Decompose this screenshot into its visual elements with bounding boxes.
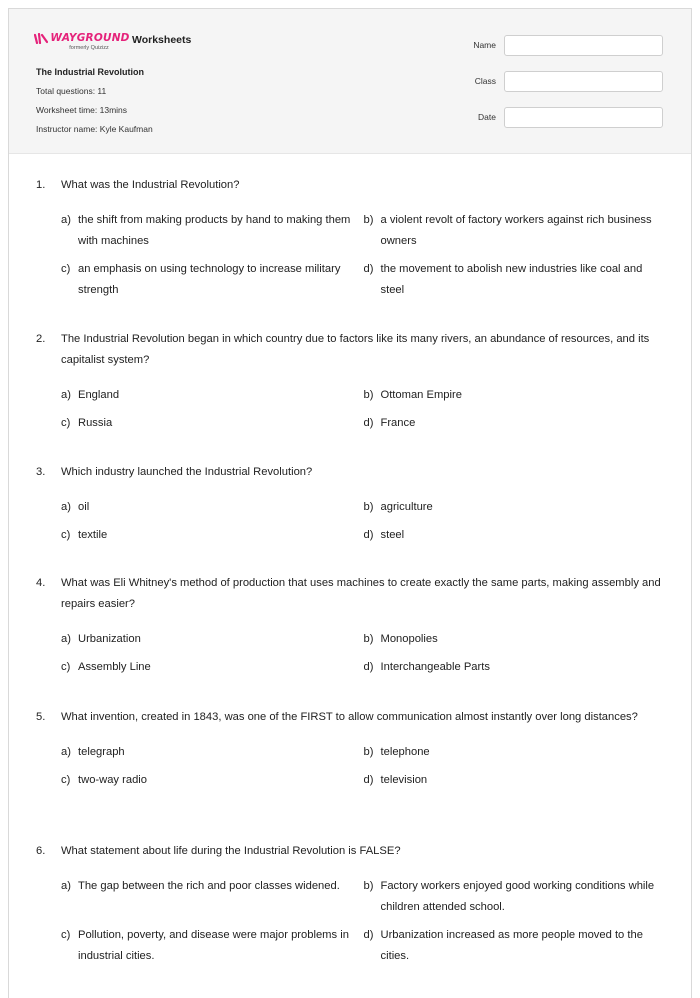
- class-field-row: [473, 70, 663, 92]
- option-d: d) television: [363, 774, 428, 786]
- option-d: d) Urbanization increased as more people moved to the cities.: [363, 929, 643, 962]
- option-b: b) a violent revolt of factory workers against rich business owners: [363, 214, 652, 247]
- instructor-name: Instructor name: Kyle Kaufman: [36, 124, 153, 134]
- question-text: The Industrial Revolution began in which country due to factors like its many rivers, an abundance of resources, and its capitalist system?: [61, 333, 650, 366]
- option-a: a) the shift from making products by hand to making them with machines: [61, 214, 351, 247]
- answer-options: [61, 210, 666, 301]
- question-3: [36, 466, 666, 546]
- worksheet-header: [9, 9, 691, 154]
- option-c: c) two-way radio: [61, 774, 148, 786]
- option-b: b) telephone: [363, 746, 430, 758]
- question-number: 6.: [36, 845, 46, 857]
- logo-text: WAYGROUND: [50, 32, 130, 44]
- brand: [36, 32, 191, 51]
- option-b: b) agriculture: [363, 501, 433, 513]
- option-b: b) Ottoman Empire: [363, 389, 462, 401]
- answer-options: [61, 385, 666, 434]
- worksheet-time: Worksheet time: 13mins: [36, 105, 128, 115]
- name-field-row: [473, 34, 663, 56]
- question-6: [36, 845, 666, 967]
- answer-options: [61, 497, 666, 546]
- option-a: a) telegraph: [61, 746, 125, 758]
- question-text: What statement about life during the Industrial Revolution is FALSE?: [61, 845, 401, 857]
- question-text: What was Eli Whitney's method of production that uses machines to create exactly the same parts, making assembly and repairs easier?: [61, 577, 661, 610]
- question-number: 3.: [36, 466, 46, 478]
- student-fields: [473, 34, 663, 142]
- worksheet-info: [36, 67, 153, 134]
- option-a: a) The gap between the rich and poor classes widened.: [61, 880, 340, 892]
- total-questions: Total questions: 11: [36, 86, 107, 96]
- option-c: c) Russia: [61, 417, 113, 429]
- logo-subtext: formerly Quizizz: [69, 45, 109, 51]
- class-field[interactable]: [504, 71, 663, 92]
- answer-options: [61, 629, 666, 678]
- name-label: Name: [473, 40, 496, 50]
- worksheet-title: The Industrial Revolution: [36, 67, 145, 77]
- option-b: b) Factory workers enjoyed good working conditions while children attended school.: [363, 880, 655, 913]
- option-d: d) the movement to abolish new industries like coal and steel: [363, 263, 643, 296]
- question-text: Which industry launched the Industrial Revolution?: [61, 466, 313, 478]
- date-field[interactable]: [504, 107, 663, 128]
- question-number: 2.: [36, 333, 46, 345]
- question-1: [36, 179, 666, 301]
- wayground-logo: [36, 32, 128, 51]
- name-field[interactable]: [504, 35, 663, 56]
- option-b: b) Monopolies: [363, 633, 438, 645]
- answer-options: [61, 742, 666, 791]
- question-5: [36, 711, 666, 791]
- question-number: 1.: [36, 179, 46, 191]
- option-d: d) France: [363, 417, 416, 429]
- option-d: d) steel: [363, 529, 405, 541]
- class-label: Class: [474, 76, 496, 86]
- option-a: a) England: [61, 389, 120, 401]
- question-2: [36, 333, 666, 434]
- worksheet-page: [8, 8, 692, 998]
- option-c: c) Pollution, poverty, and disease were major problems in industrial cities.: [61, 929, 349, 962]
- option-c: c) Assembly Line: [61, 661, 151, 673]
- option-a: a) Urbanization: [61, 633, 141, 645]
- option-c: c) an emphasis on using technology to increase military strength: [61, 263, 341, 296]
- brand-title: Worksheets: [132, 34, 192, 46]
- question-number: 4.: [36, 577, 46, 589]
- question-text: What invention, created in 1843, was one of the FIRST to allow communication almost instantly over long distances?: [61, 711, 638, 723]
- date-label: Date: [478, 112, 496, 122]
- option-d: d) Interchangeable Parts: [363, 661, 490, 673]
- answer-options: [61, 876, 666, 967]
- question-number: 5.: [36, 711, 46, 723]
- option-a: a) oil: [61, 501, 90, 513]
- question-text: What was the Industrial Revolution?: [61, 179, 240, 191]
- question-4: [36, 577, 666, 678]
- option-c: c) textile: [61, 529, 108, 541]
- logo-mark-icon: [34, 33, 48, 44]
- date-field-row: [473, 106, 663, 128]
